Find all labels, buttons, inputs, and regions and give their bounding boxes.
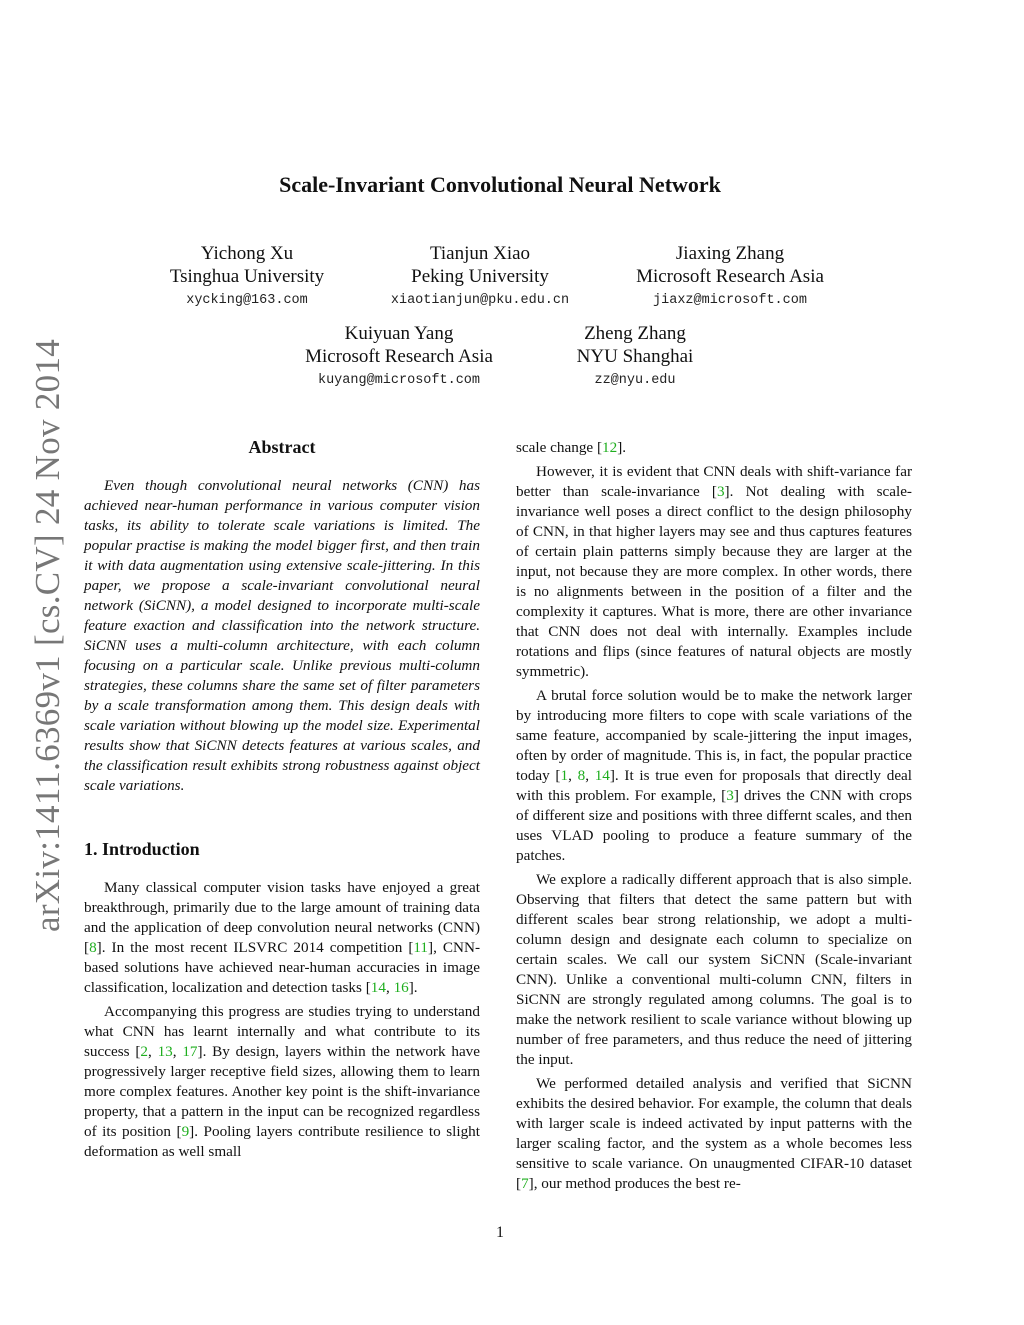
- citation-link[interactable]: 7: [521, 1175, 529, 1192]
- arxiv-identifier[interactable]: arXiv:1411.6369v1 [cs.CV] 24 Nov 2014: [28, 338, 67, 932]
- intro-paragraph: [84, 1002, 480, 1162]
- text-span: A brutal force solution would be to make the network larger by introducing more filters to cope with scale variations of the same feature, accompanied by scale-jittering the input images, often by order of magnitude. This is, in fact, the popular practice today [: [516, 687, 912, 784]
- text-span: ,: [172, 1043, 183, 1060]
- text-span: ,: [568, 767, 578, 784]
- citation-link[interactable]: 3: [726, 787, 734, 804]
- author-block: [289, 322, 509, 394]
- author-block: [147, 242, 347, 314]
- citation-link[interactable]: 9: [181, 1123, 190, 1140]
- text-span: ], CNN-based solutions have achieved near-human accuracies in image classification, localization and detection tasks [: [84, 939, 480, 996]
- text-span: ] drives the CNN with crops of different size and positions with three differnt scales, and then uses VLAD pooling to produce a feature summary of the patches.: [516, 787, 912, 864]
- right-column: [516, 438, 912, 1198]
- text-span: ].: [617, 439, 627, 456]
- intro-paragraph: [84, 878, 480, 998]
- text-span: ,: [147, 1043, 158, 1060]
- author-name: Kuiyuan Yang: [344, 323, 454, 344]
- citation-link[interactable]: 16: [393, 979, 409, 996]
- page-number: 1: [496, 1224, 504, 1241]
- paper-title: Scale-Invariant Convolutional Neural Network: [279, 172, 721, 197]
- abstract-heading: Abstract: [248, 437, 316, 457]
- citation-link[interactable]: 13: [157, 1043, 173, 1060]
- citation-link[interactable]: 12: [602, 439, 618, 456]
- author-email[interactable]: zz@nyu.edu: [594, 373, 676, 388]
- author-name: Jiaxing Zhang: [675, 243, 785, 264]
- author-email[interactable]: xiaotianjun@pku.edu.cn: [390, 293, 570, 308]
- citation-link[interactable]: 14: [370, 979, 386, 996]
- intro-paragraph: [516, 462, 912, 682]
- author-email[interactable]: jiaxz@microsoft.com: [653, 293, 807, 308]
- author-name: Zheng Zhang: [584, 323, 686, 344]
- text-span: ]. Pooling layers contribute resilience to slight deformation as well small: [84, 1123, 480, 1160]
- author-name: Yichong Xu: [200, 243, 294, 264]
- text-span: We performed detailed analysis and verified that SiCNN exhibits the desired behavior. For example, the column that deals with larger scale is indeed activated by input patterns with the larger scaling factor, and the system as a whole becomes less sensitive to scale variance. On unaugmented CIFAR-10 dataset [: [516, 1075, 912, 1192]
- citation-link[interactable]: 8: [89, 939, 97, 956]
- citation-link[interactable]: 1: [560, 767, 569, 784]
- author-affiliation: Peking University: [411, 266, 549, 287]
- text-span: We explore a radically different approach that is also simple. Observing that filters that detect the same pattern but with different scales bear strong relationship, we adopt a multi-column design and designate each column to specialize on certain scales. We call our system SiCNN (Scale-invariant CNN). Unlike a conventional multi-column CNN, filters in SiCNN are strongly regulated among columns. The goal is to make the network resilient to scale variance without blowing up number of free parameters, and thus reduce the need of jittering the input.: [516, 871, 912, 1068]
- text-span: ]. It is true even for proposals that directly deal with this problem. For example, [: [516, 767, 913, 804]
- text-span: ,: [385, 979, 394, 996]
- author-affiliation: Tsinghua University: [169, 266, 325, 287]
- text-span: ]. By design, layers within the network have progressively larger receptive field sizes, allowing them to learn more complex features. Another key point is the shift-invariance property, that a pattern in the input can be recognized regardless of its position [: [84, 1043, 481, 1140]
- text-span: However, it is evident that CNN deals with shift-variance far better than scale-invariance [: [516, 463, 912, 500]
- author-name: Tianjun Xiao: [429, 243, 531, 264]
- abstract-text: Even though convolutional neural networks (CNN) has achieved near-human performance in various computer vision tasks, its ability to tolerate scale variations is limited. The popular practise is making the model bigger first, and then train it with data augmentation using extensive scale-jittering. In this paper, we propose a scale-invariant convolutional neural network (SiCNN), a model designed to incorporate multi-scale feature exaction and classification into the network structure. SiCNN uses a multi-column architecture, with each column focusing on a particular scale. Unlike previous multi-column strategies, these columns share the same set of filter parameters by a scale transformation among them. This design deals with scale variation without blowing up the model size. Experimental results show that SiCNN detects features at various scales, and the classification result exhibits strong robustness against object scale variations.: [84, 477, 480, 794]
- text-span: ].: [408, 979, 418, 996]
- author-affiliation: Microsoft Research Asia: [636, 266, 824, 287]
- text-span: ]. Not dealing with scale-invariance well poses a direct conflict to the design philosophy of CNN, in that higher layers may see and thus captures features of certain plain patterns simply because they are larger at the input, not because they are more complex. In other words, there is no alignments between in the position of a filter and the complexity it captures. What is more, there are other invariance that CNN does not deal with internally. Examples include rotations and flips (since features of natural objects are mostly symmetric).: [516, 483, 912, 680]
- citation-link[interactable]: 11: [413, 939, 429, 956]
- intro-paragraph: [516, 686, 912, 866]
- citation-link[interactable]: 8: [577, 767, 586, 784]
- citation-link[interactable]: 17: [182, 1043, 198, 1060]
- author-affiliation: NYU Shanghai: [576, 346, 694, 367]
- section-heading-introduction: 1. Introduction: [84, 839, 200, 859]
- intro-paragraph: [516, 870, 912, 1070]
- citation-link[interactable]: 3: [716, 483, 725, 500]
- intro-paragraph: [516, 1074, 912, 1194]
- author-affiliation: Microsoft Research Asia: [305, 346, 493, 367]
- author-block: [620, 242, 840, 314]
- citation-link[interactable]: 14: [594, 767, 610, 784]
- text-span: Accompanying this progress are studies trying to understand what CNN has learnt internally and what contribute to its success [: [84, 1003, 480, 1060]
- citation-link[interactable]: 2: [140, 1043, 148, 1060]
- text-span: Many classical computer vision tasks have enjoyed a great breakthrough, primarily due to the large amount of training data and the application of deep convolution neural networks (CNN) [: [84, 879, 480, 956]
- text-span: ]. In the most recent ILSVRC 2014 competition [: [96, 939, 414, 956]
- author-block: [370, 242, 590, 314]
- text-span: ], our method produces the best re-: [528, 1175, 741, 1192]
- author-block: [545, 322, 725, 394]
- text-span: ,: [585, 767, 595, 784]
- author-email[interactable]: kuyang@microsoft.com: [317, 373, 481, 388]
- left-column: [84, 436, 480, 1166]
- text-span: scale change [: [516, 439, 603, 456]
- intro-paragraph-continued: [516, 438, 912, 458]
- author-email[interactable]: xycking@163.com: [186, 293, 308, 308]
